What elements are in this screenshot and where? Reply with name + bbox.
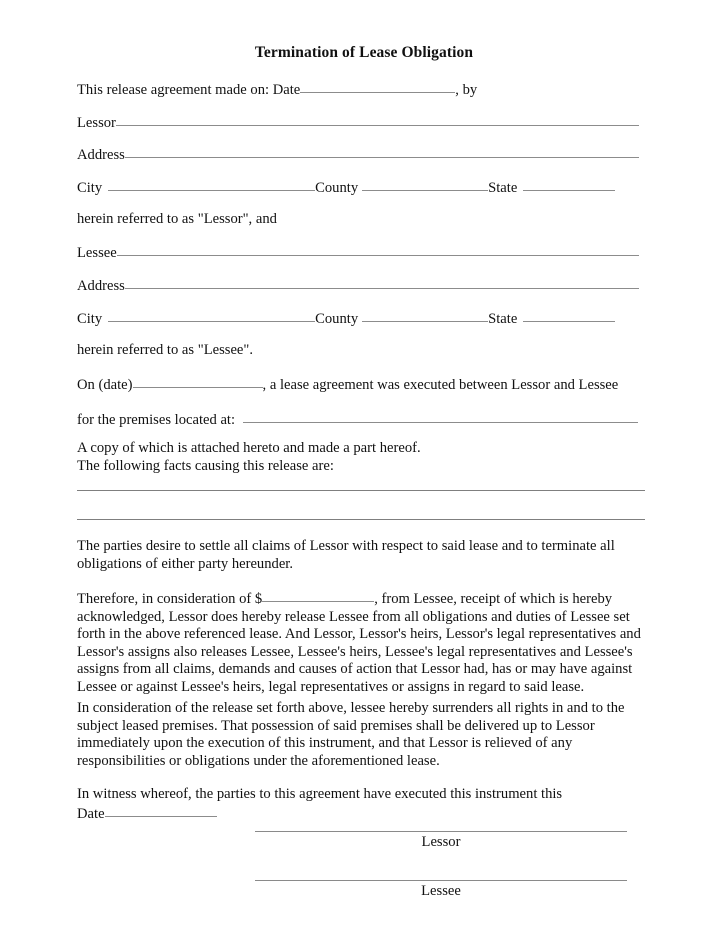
- lessee-address-row: [77, 275, 645, 295]
- lessor-referred-text: herein referred to as "Lessor", and: [77, 211, 277, 227]
- lessor-city-county-state-row: [77, 177, 645, 197]
- intro-prefix-label: This release agreement made on: Date: [77, 82, 301, 98]
- premises-address-blank[interactable]: [243, 409, 638, 423]
- therefore-prefix-label: Therefore, in consideration of $: [77, 591, 263, 607]
- lessor-label: Lessor: [77, 115, 116, 131]
- attachment-note-line2: The following facts causing this release are:: [77, 458, 334, 474]
- lessee-label: Lessee: [77, 245, 117, 261]
- premises-label: for the premises located at:: [77, 412, 236, 428]
- attachment-note-line1: A copy of which is attached hereto and made a part hereof.: [77, 440, 421, 456]
- lessor-state-label: State: [488, 180, 518, 196]
- lessee-city-blank[interactable]: [108, 308, 315, 322]
- lessor-signature-label: Lessor: [421, 834, 461, 850]
- lessor-name-blank[interactable]: [116, 112, 639, 126]
- premises-row: [77, 409, 645, 429]
- lessor-signature-line[interactable]: [255, 831, 627, 832]
- intro-suffix-label: , by: [455, 82, 478, 98]
- lessor-address-blank[interactable]: [125, 144, 639, 158]
- consideration-amount-blank[interactable]: [262, 588, 374, 602]
- witness-date-label: Date: [77, 806, 105, 822]
- release-facts-blank-line-2[interactable]: [77, 519, 645, 520]
- lessee-address-label: Address: [77, 278, 125, 294]
- lessor-city-blank[interactable]: [108, 177, 315, 191]
- on-date-label: On (date): [77, 377, 133, 393]
- lessor-address-label: Address: [77, 147, 125, 163]
- lessee-referred-text: herein referred to as "Lessee".: [77, 342, 254, 358]
- intro-line: [77, 79, 645, 99]
- lessor-county-blank[interactable]: [362, 177, 488, 191]
- witness-clause-text: In witness whereof, the parties to this agreement have executed this instrument this: [77, 786, 563, 802]
- lessee-state-blank[interactable]: [523, 308, 615, 322]
- lessee-signature-label: Lessee: [421, 883, 461, 899]
- lessor-city-label: City: [77, 180, 103, 196]
- lessor-name-row: [77, 112, 645, 132]
- page-title: Termination of Lease Obligation: [254, 44, 474, 61]
- lease-execution-row: [77, 374, 645, 394]
- lease-execution-date-blank[interactable]: [133, 374, 263, 388]
- therefore-rest-text: , from Lessee, receipt of which is hereby acknowledged, Lessor does hereby release Lessee from all obligations and duties of Lessee set forth in the above referenced lease. And Lessor, Lessor's heirs, Lessor's legal representatives and Lessor's assigns also releases Lessee, Lessee's heirs, Lessee's legal representatives and Lessee's assigns from all claims, demands and causes of action that Lessor had, has or may have against Lessee or against Lessee's heirs, legal representatives or assigns in regard to said lease.: [77, 591, 641, 695]
- lessee-name-blank[interactable]: [117, 242, 639, 256]
- lessor-county-label: County: [315, 180, 359, 196]
- lessee-state-label: State: [488, 311, 518, 327]
- witness-date-row: [77, 803, 645, 823]
- lessor-address-row: [77, 144, 645, 164]
- lessee-name-row: [77, 242, 645, 262]
- lessor-state-blank[interactable]: [523, 177, 615, 191]
- lessee-city-county-state-row: [77, 308, 645, 328]
- release-consideration-paragraph: [77, 588, 651, 697]
- lessee-county-label: County: [315, 311, 359, 327]
- agreement-date-blank[interactable]: [300, 79, 455, 93]
- settle-claims-paragraph: The parties desire to settle all claims of Lessor with respect to said lease and to terminate all obligations of either party hereunder.: [77, 538, 615, 572]
- release-facts-blank-line-1[interactable]: [77, 490, 645, 491]
- lessee-signature-line[interactable]: [255, 880, 627, 881]
- lease-execution-suffix: , a lease agreement was executed between Lessor and Lessee: [262, 377, 619, 393]
- lessee-county-blank[interactable]: [362, 308, 488, 322]
- surrender-premises-paragraph: In consideration of the release set forth above, lessee hereby surrenders all rights in and to the subject leased premises. That possession of said premises shall be delivered up to Lessor immediately upon the execution of this instrument, and that Lessor is relieved of any responsibilities or obligations under the aforementioned lease.: [77, 700, 625, 769]
- lessee-city-label: City: [77, 311, 103, 327]
- lessee-address-blank[interactable]: [125, 275, 639, 289]
- witness-date-blank[interactable]: [105, 803, 217, 817]
